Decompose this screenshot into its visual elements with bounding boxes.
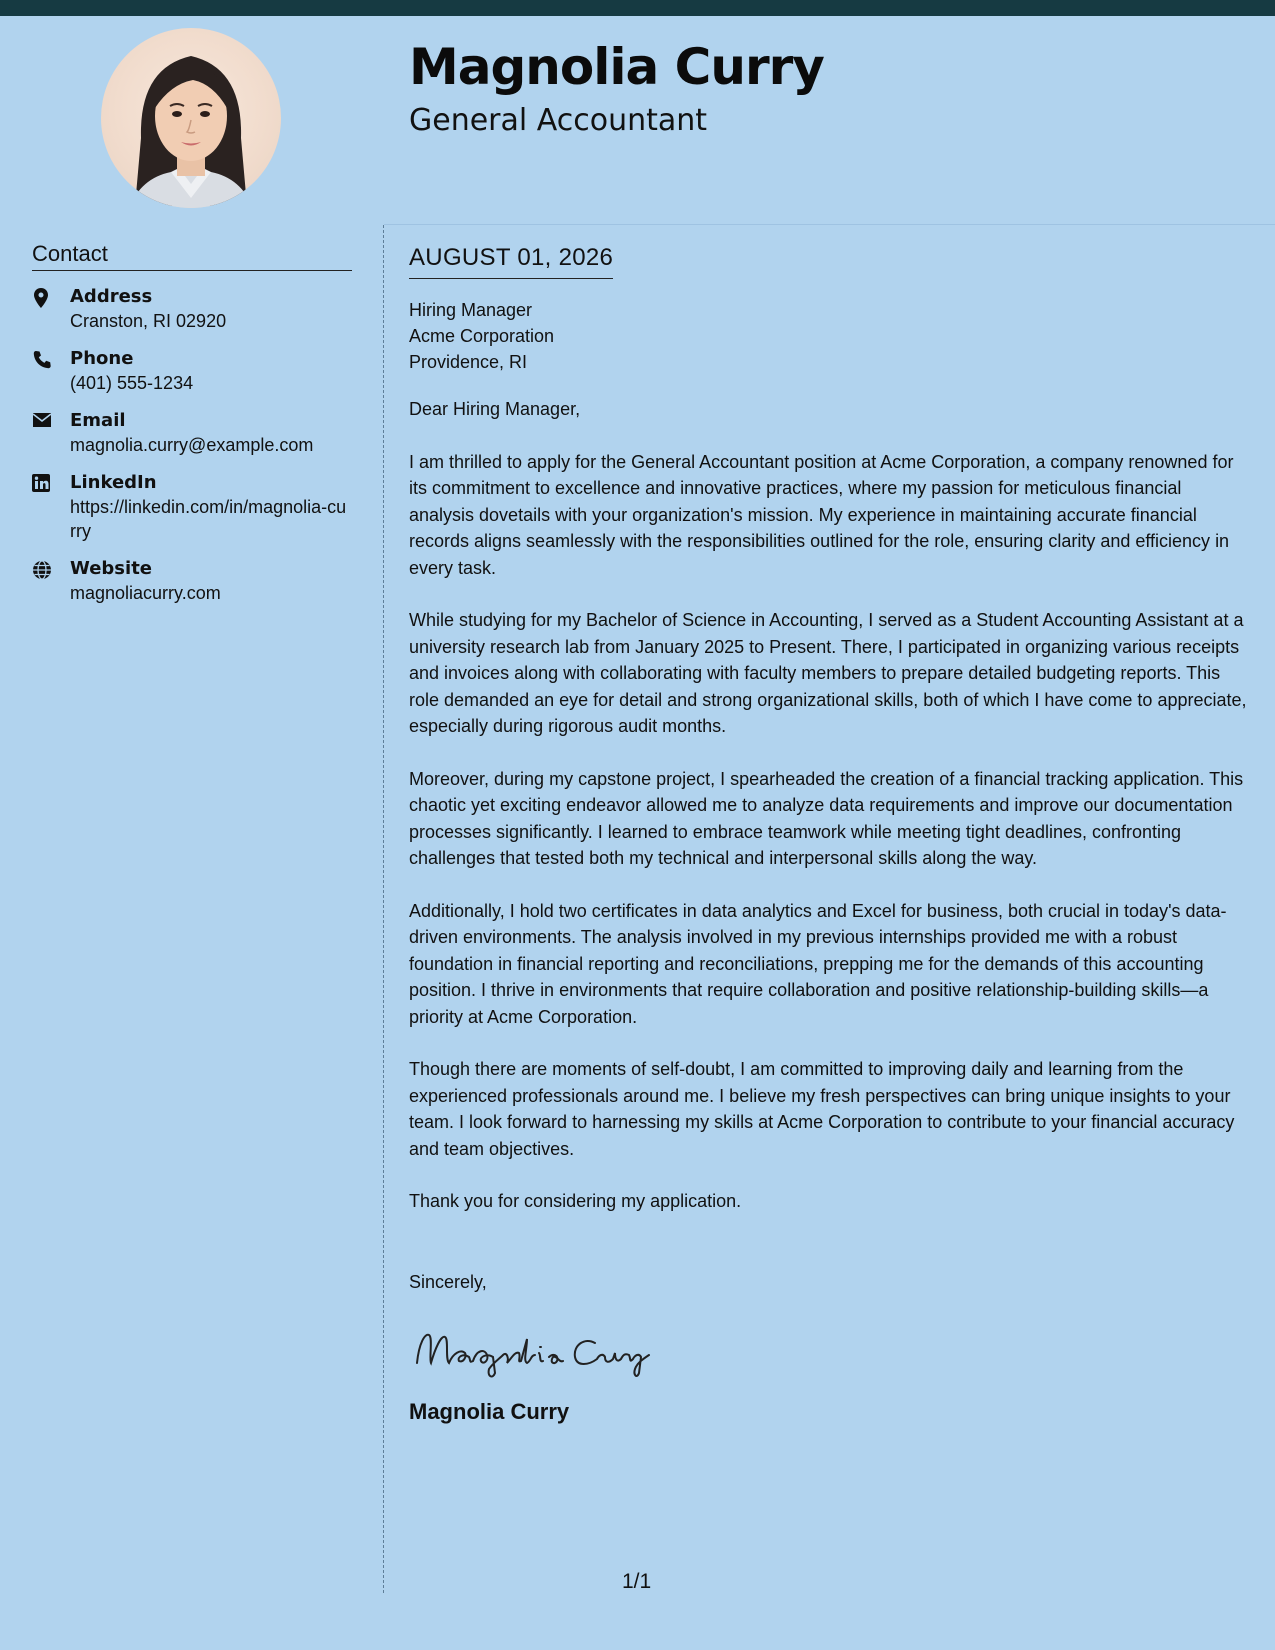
recipient-line: Acme Corporation bbox=[409, 326, 555, 346]
recipient-line: Providence, RI bbox=[409, 352, 528, 372]
recipient-line: Hiring Manager bbox=[409, 300, 533, 320]
profile-photo bbox=[101, 28, 281, 208]
recipient-block bbox=[409, 297, 1249, 375]
signed-name: Magnolia Curry bbox=[409, 1399, 570, 1424]
page-number: 1/1 bbox=[622, 1570, 652, 1593]
letter-date: AUGUST 01, 2026 bbox=[409, 242, 613, 279]
letter-body bbox=[409, 242, 1249, 1426]
phone-icon bbox=[32, 350, 52, 370]
contact-label: Email bbox=[70, 410, 126, 431]
contact-value: (401) 555-1234 bbox=[70, 373, 194, 393]
letter-paragraph: Additionally, I hold two certificates in data analytics and Excel for business, both crucial in today's data-driven environments. The analysis involved in my previous internships provided me with a robust foundation in financial reporting and reconciliations, prepping me for the demands of this accounting position. I thrive in environments that require collaboration and positive relationship-building skills—a priority at Acme Corporation. bbox=[409, 900, 1227, 1027]
contact-label: Phone bbox=[70, 348, 134, 369]
contact-website bbox=[32, 557, 352, 605]
contact-value[interactable]: https://linkedin.com/in/magnolia-curry bbox=[70, 497, 347, 541]
contact-label: Address bbox=[70, 286, 153, 307]
contact-address bbox=[32, 285, 352, 333]
top-accent-bar bbox=[0, 0, 1275, 16]
contact-phone bbox=[32, 347, 352, 395]
header-divider bbox=[384, 224, 1275, 225]
applicant-name: Magnolia Curry bbox=[409, 38, 824, 96]
map-pin-icon bbox=[32, 288, 50, 308]
globe-icon bbox=[32, 560, 52, 580]
closing: Sincerely, bbox=[409, 1271, 487, 1292]
contact-label: LinkedIn bbox=[70, 472, 157, 493]
job-title: General Accountant bbox=[409, 103, 708, 138]
column-divider bbox=[383, 225, 384, 1593]
letter-paragraph: I am thrilled to apply for the General Accountant position at Acme Corporation, a company renowned for its commitment to excellence and innovative practices, where my passion for meticulous financial analysis dovetails with your organization's mission. My experience in maintaining accurate financial records aligns seamlessly with the responsibilities outlined for the role, ensuring clarity and efficiency in every task. bbox=[409, 451, 1234, 578]
salutation: Dear Hiring Manager, bbox=[409, 399, 581, 419]
letter-paragraph: Moreover, during my capstone project, I spearheaded the creation of a financial tracking application. This chaotic yet exciting endeavor allowed me to analyze data requirements and improve our documentation processes significantly. I learned to embrace teamwork while meeting tight deadlines, confronting challenges that tested both my technical and interpersonal skills along the way. bbox=[409, 768, 1244, 868]
letter-paragraph: Though there are moments of self-doubt, I am committed to improving daily and learning from the experienced professionals around me. I believe my fresh perspectives can bring unique insights to your team. I look forward to harnessing my skills at Acme Corporation to contribute to your financial accuracy and team objectives. bbox=[409, 1059, 1235, 1159]
letter-paragraph: While studying for my Bachelor of Science in Accounting, I served as a Student Accounting Assistant at a university research lab from January 2025 to Present. There, I participated in organizing various receipts and invoices along with collaborating with faculty members to prepare detailed budgeting reports. This role demanded an eye for detail and strong organizational skills, both of which I have come to appreciate, especially during rigorous audit months. bbox=[409, 610, 1247, 736]
contact-email bbox=[32, 409, 352, 457]
handwritten-signature bbox=[409, 1319, 1249, 1379]
contact-sidebar bbox=[32, 240, 352, 605]
linkedin-icon bbox=[32, 474, 50, 492]
contact-heading: Contact bbox=[32, 240, 352, 271]
contact-linkedin bbox=[32, 471, 352, 543]
contact-value[interactable]: magnoliacurry.com bbox=[70, 583, 221, 603]
contact-label: Website bbox=[70, 558, 153, 579]
letter-paragraph: Thank you for considering my application. bbox=[409, 1191, 742, 1211]
envelope-icon bbox=[32, 412, 52, 428]
contact-value[interactable]: magnolia.curry@example.com bbox=[70, 435, 314, 455]
contact-value: Cranston, RI 02920 bbox=[70, 311, 227, 331]
